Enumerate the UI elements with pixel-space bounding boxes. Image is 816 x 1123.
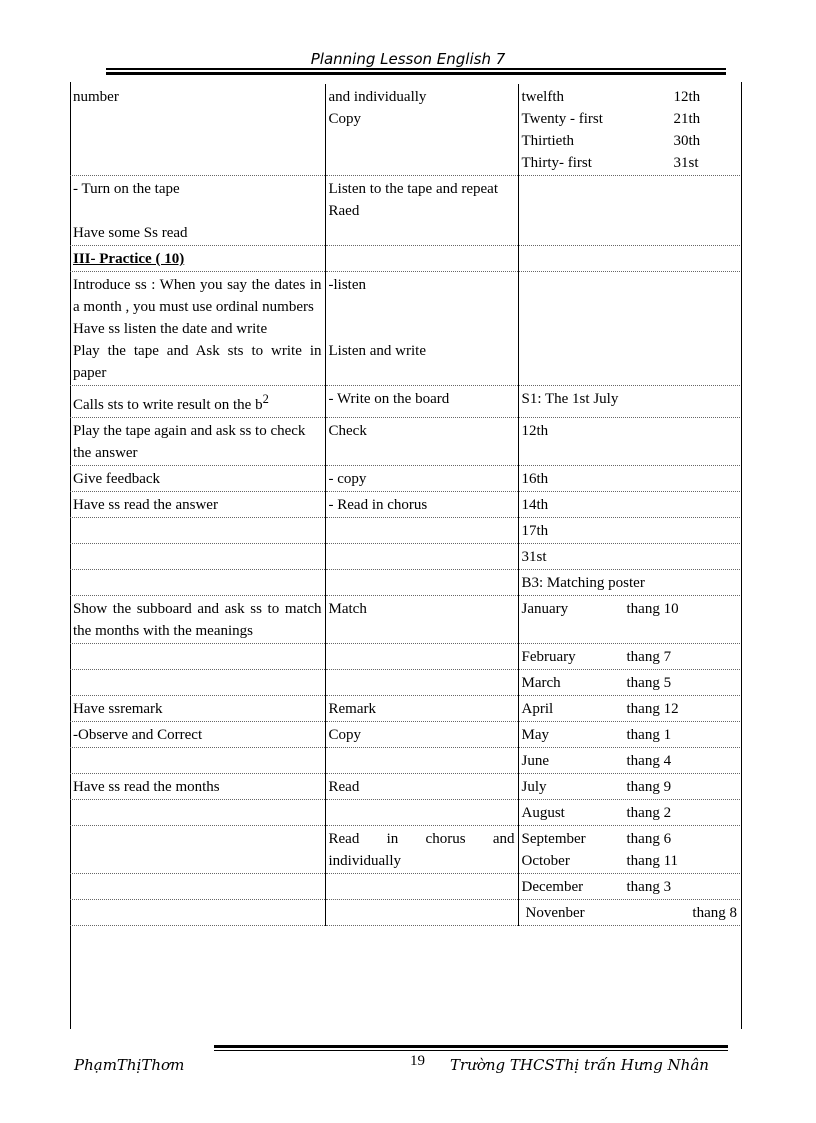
table-row [70, 874, 740, 900]
section-subheading: B3: Matching poster [521, 575, 645, 591]
table-row [70, 748, 740, 774]
teacher-activity: Play the tape again and ask ss to check the answer [73, 423, 306, 461]
teacher-activity: number [73, 89, 119, 105]
header-rule-thin [106, 68, 726, 70]
teacher-activity: Have ss read the answer [73, 497, 218, 513]
answer-item: 12th [521, 423, 549, 439]
month-pair: June thang 4 [521, 753, 672, 769]
student-activity: Remark [328, 701, 376, 717]
teacher-activity: Play the tape and Ask sts to write in paper [73, 343, 322, 381]
table-row [70, 722, 740, 748]
table-row [70, 418, 740, 466]
student-activity: Copy [328, 111, 362, 127]
student-activity: Copy [328, 727, 362, 743]
answer-item: 14th [521, 497, 549, 513]
student-activity: Listen to the tape and repeat [328, 181, 499, 197]
month-pair: February thang 7 [521, 649, 672, 665]
table-row [70, 670, 740, 696]
table-row [70, 570, 740, 596]
table-row [70, 596, 740, 644]
table-row [70, 84, 740, 176]
table-row [70, 246, 740, 272]
answer-item: 17th [521, 523, 549, 539]
month-pair: July thang 9 [521, 779, 672, 795]
month-pair: May thang 1 [521, 727, 672, 743]
month-pair: March thang 5 [521, 675, 672, 691]
table-row [70, 386, 740, 418]
ordinal-pair: Thirtieth 30th [521, 133, 701, 149]
student-activity: Listen and write [328, 343, 426, 359]
table-row [70, 544, 740, 570]
teacher-activity: Have ssremark [73, 701, 163, 717]
table-row [70, 492, 740, 518]
month-pair: January thang 10 [521, 601, 679, 617]
student-activity: Read [328, 779, 360, 795]
teacher-activity: Have some Ss read [73, 225, 188, 241]
header-rule-thick [106, 72, 726, 75]
table-row [70, 176, 740, 246]
page-header-title: Planning Lesson English 7 [310, 50, 506, 68]
table-row [70, 272, 740, 386]
answer-item: 31st [521, 549, 547, 565]
student-activity: Read in chorus and individually [328, 831, 515, 869]
footer-rule-thick [214, 1045, 728, 1048]
teacher-activity: Show the subboard and ask ss to match the months with the meanings [73, 601, 322, 639]
table-row [70, 800, 740, 826]
footer-page-number: 19 [410, 1053, 425, 1069]
teacher-activity: Calls sts to write result on the b [73, 397, 263, 413]
section-heading: III- Practice ( 10) [73, 251, 185, 267]
teacher-activity: Have ss listen the date and write [73, 321, 268, 337]
month-pair: October thang 11 [521, 853, 679, 869]
teacher-activity: Give feedback [73, 471, 161, 487]
month-pair: April thang 12 [521, 701, 679, 717]
lesson-table [70, 84, 740, 926]
teacher-activity: Introduce ss : When you say the dates in a month , you must use ordinal numbers [73, 277, 322, 315]
student-activity: Check [328, 423, 367, 439]
student-activity: Match [328, 601, 367, 617]
ordinal-pair: Twenty - first 21th [521, 111, 701, 127]
table-row [70, 826, 740, 874]
student-activity: and individually [328, 89, 427, 105]
table-row [70, 466, 740, 492]
table-row [70, 644, 740, 670]
month-pair: September thang 6 [521, 831, 672, 847]
month-pair: Novenber thang 8 [525, 905, 737, 921]
student-activity: -listen [328, 277, 366, 293]
table-row [70, 518, 740, 544]
student-activity: - copy [328, 471, 367, 487]
student-activity: - Read in chorus [328, 497, 428, 513]
table-row [70, 900, 740, 926]
teacher-activity: -Observe and Correct [73, 727, 203, 743]
table-row [70, 774, 740, 800]
month-pair: August thang 2 [521, 805, 672, 821]
footer-author: PhạmThịThơm [74, 1056, 185, 1074]
superscript: 2 [262, 392, 269, 406]
ordinal-pair: twelfth 12th [521, 89, 701, 105]
footer-rule-thin [214, 1050, 728, 1051]
ordinal-pair: Thirty- first 31st [521, 155, 699, 171]
footer-school: Trường THCSThị trấn Hưng Nhân [450, 1056, 709, 1074]
month-pair: December thang 3 [521, 879, 672, 895]
table-row [70, 696, 740, 722]
answer-item: S1: The 1st July [521, 391, 619, 407]
teacher-activity: Have ss read the months [73, 779, 220, 795]
answer-item: 16th [521, 471, 549, 487]
student-activity: - Write on the board [328, 391, 450, 407]
teacher-activity: - Turn on the tape [73, 181, 180, 197]
student-activity: Raed [328, 203, 360, 219]
